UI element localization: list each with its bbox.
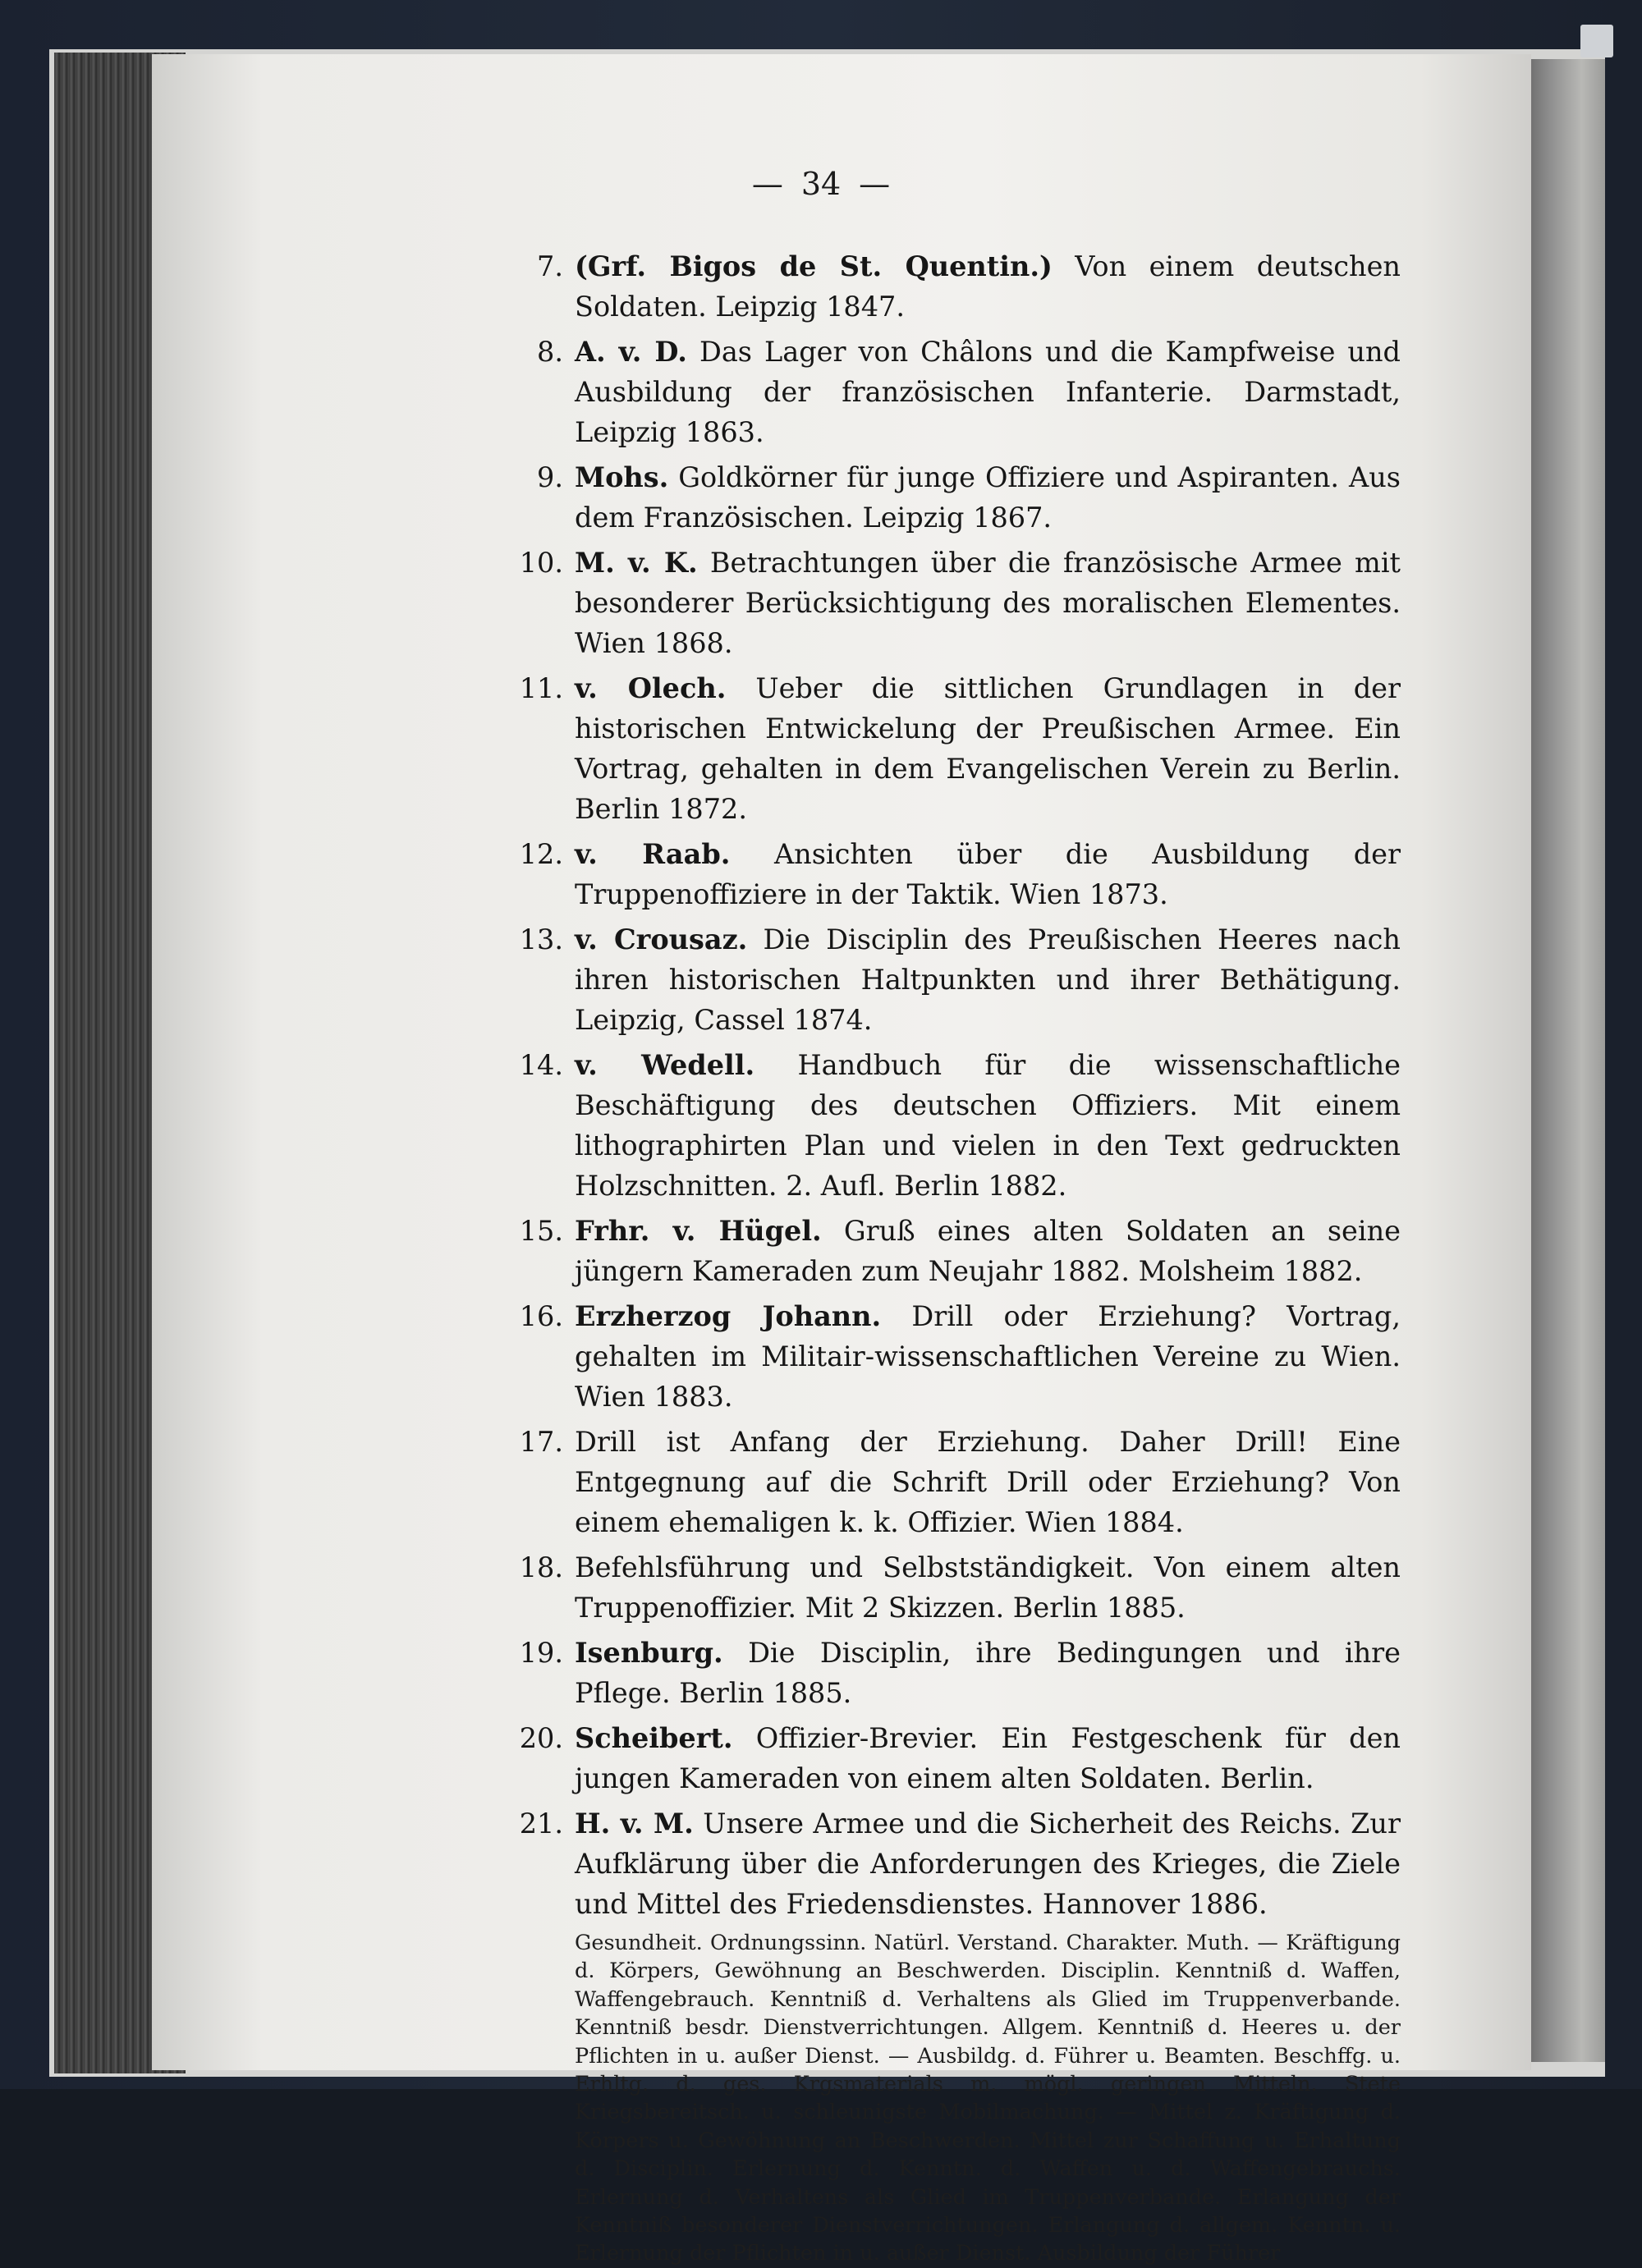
entry-number: 12.: [519, 838, 563, 870]
bibliography-entry: [509, 457, 1401, 538]
bibliography-entry: [509, 1422, 1401, 1542]
entry-author: Erzherzog Johann.: [575, 1300, 882, 1332]
entry-author: v. Olech.: [575, 672, 727, 704]
entry-number: 20.: [519, 1722, 563, 1754]
facing-page-edge: [1527, 59, 1605, 2062]
entry-text: Drill ist Anfang der Erziehung. Daher Drill! Eine Entgegnung auf die Schrift Drill oder Erziehung? Von einem ehemaligen k. k. Offizier. Wien 1884.: [575, 1426, 1401, 1538]
bibliography-entry: [509, 1211, 1401, 1291]
entry-number: 14.: [519, 1049, 563, 1081]
entry-author: v. Raab.: [575, 838, 731, 870]
entry-author: M. v. K.: [575, 547, 698, 579]
entry-text: Die Disciplin, ihre Bedingungen und ihre Pflege. Berlin 1885.: [575, 1637, 1401, 1709]
entry-number: 7.: [537, 250, 563, 282]
bibliography-entry: [509, 1803, 1401, 1924]
bibliography-entry: [509, 668, 1401, 829]
entry-number: 11.: [519, 672, 563, 704]
entry-number: 16.: [519, 1300, 563, 1332]
bibliography-entry: [509, 1045, 1401, 1206]
page-number-value: 34: [800, 166, 842, 202]
entry-text: Handbuch für die wissenschaftliche Beschäftigung des deutschen Offiziers. Mit einem lithographirten Plan und vielen in den Text gedruckten Holzschnitten. 2. Aufl. Berlin 1882.: [575, 1049, 1401, 1202]
entry-text: Befehlsführung und Selbstständigkeit. Von einem alten Truppenoffizier. Mit 2 Skizzen. Berlin 1885.: [575, 1551, 1401, 1624]
bibliography-entry: [509, 332, 1401, 452]
bibliography-entry: [509, 246, 1401, 327]
bookmark-tab: [1580, 25, 1613, 57]
bibliography-list: [509, 246, 1401, 2268]
bibliography-entry: [509, 1633, 1401, 1713]
entry-number: 19.: [519, 1637, 563, 1669]
entry-contents-note: Gesundheit. Ordnungssinn. Natürl. Verstand. Charakter. Muth. — Kräftigung d. Körpers, Gewöhnung an Beschwerden. Disciplin. Kenntniß d. Waffen, Waffengebrauch. Kenntniß d. Verhaltens als Glied im Truppenverbande. Kenntniß besdr. Dienstverrichtungen. Allgem. Kenntniß d. Heeres u. der Pflichten in u. außer Dienst. — Ausbildg. d. Führer u. Beamten. Beschffg. u. Erhltg. d. ges. Krgsmaterials m. mögl. geringen Mitteln. Stete Kriegsbereitsch. u. schleunigste Mobilmachung. — Mittel z. Kräftigung d. Körpers u. Gewöhnung an Beschwerden. Mittel zur Schaffung u. Erhaltung d. Disciplin. Erlernung d. Kenntn. d. Waffen u. d. Waffengebrauchs. Erlernung d. Verhaltens als Glied im Truppenverbande. Erlangung der Kenntniß besonderer Dienstverrichtungen. Erlangung d. allgem. Kenntn. u. Erlernung der Pflichten in u. außer Dienst. Ausbildung der Führer: [575, 1931, 1401, 2266]
entry-author: Mohs.: [575, 461, 669, 493]
bibliography-entry: [509, 543, 1401, 663]
bibliography-entry: [509, 1296, 1401, 1417]
entry-author: v. Crousaz.: [575, 923, 748, 955]
entry-number: 13.: [519, 923, 563, 955]
dash-left: —: [751, 166, 783, 202]
entry-text: Offizier-Brevier. Ein Festgeschenk für den jungen Kameraden von einem alten Soldaten. Berlin.: [575, 1722, 1401, 1794]
entry-author: H. v. M.: [575, 1808, 694, 1840]
entry-text: Von einem deutschen Soldaten. Leipzig 1847.: [575, 250, 1401, 323]
entry-number: 9.: [537, 461, 563, 493]
entry-text: Unsere Armee und die Sicherheit des Reichs. Zur Aufklärung über die Anforderungen des Krieges, die Ziele und Mittel des Friedensdienstes. Hannover 1886.: [575, 1808, 1401, 1920]
entry-text: Drill oder Erziehung? Vortrag, gehalten im Militair-wissenschaftlichen Vereine zu Wien. Wien 1883.: [575, 1300, 1401, 1413]
entry-text: Ueber die sittlichen Grundlagen in der historischen Entwickelung der Preußischen Armee. Ein Vortrag, gehalten in dem Evangelischen Verein zu Berlin. Berlin 1872.: [575, 672, 1401, 825]
entry-author: Scheibert.: [575, 1722, 733, 1754]
bibliography-entry: [509, 1718, 1401, 1798]
entry-text: Goldkörner für junge Offiziere und Aspiranten. Aus dem Französischen. Leipzig 1867.: [575, 461, 1401, 534]
entry-number: 17.: [519, 1426, 563, 1458]
bibliography-entry: [509, 834, 1401, 914]
entry-author: (Grf. Bigos de St. Quentin.): [575, 250, 1053, 282]
entry-number: 10.: [519, 547, 563, 579]
bibliography-entry: [509, 1547, 1401, 1628]
entry-text: Die Disciplin des Preußischen Heeres nach ihren historischen Haltpunkten und ihrer Bethätigung. Leipzig, Cassel 1874.: [575, 923, 1401, 1036]
entry-author: A. v. D.: [575, 336, 687, 368]
dash-right: —: [859, 166, 891, 202]
entry-author: Isenburg.: [575, 1637, 723, 1669]
entry-number: 15.: [519, 1215, 563, 1247]
entry-number: 18.: [519, 1551, 563, 1583]
entry-author: Frhr. v. Hügel.: [575, 1215, 822, 1247]
entry-number: 8.: [537, 336, 563, 368]
entry-text: Gruß eines alten Soldaten an seine jüngern Kameraden zum Neujahr 1882. Molsheim 1882.: [575, 1215, 1401, 1287]
page-number: [698, 166, 944, 202]
entry-text: Betrachtungen über die französische Armee mit besonderer Berücksichtigung des moralischen Elementes. Wien 1868.: [575, 547, 1401, 659]
entry-author: v. Wedell.: [575, 1049, 755, 1081]
entry-text: Das Lager von Châlons und die Kampfweise und Ausbildung der französischen Infanterie. Darmstadt, Leipzig 1863.: [575, 336, 1401, 448]
entry-number: 21.: [519, 1808, 563, 1840]
entry-text: Ansichten über die Ausbildung der Truppenoffiziere in der Taktik. Wien 1873.: [575, 838, 1401, 910]
bibliography-entry: [509, 919, 1401, 1040]
